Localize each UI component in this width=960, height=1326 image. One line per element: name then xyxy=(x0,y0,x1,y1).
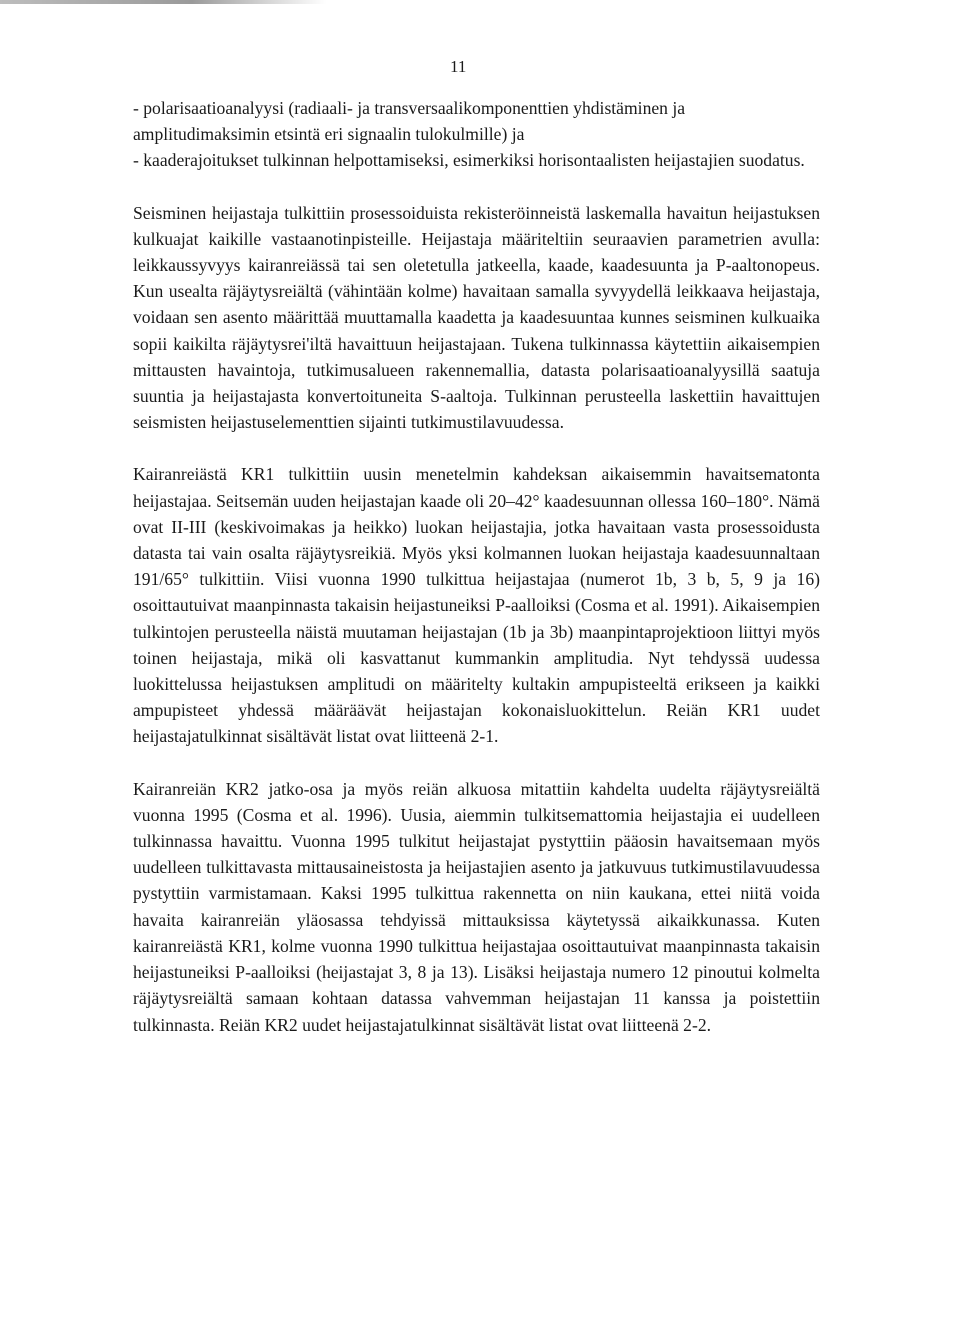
list-item-polarization: - polarisaatioanalyysi (radiaali- ja transversaalikomponenttien yhdistäminen ja amplitudimaksimin etsintä eri signaalin tulokulmille) ja xyxy=(133,98,686,145)
paragraph-kr1-results: Kairanreiästä KR1 tulkittiin uusin menetelmin kahdeksan aikaisemmin havaitsematonta heijastajaa. Seitsemän uuden heijastajan kaade oli 20–42° kaadesuunnan ollessa 160–180°. Nämä ovat II-III (keskivoimakas ja heikko) luokan heijastajia, jotka havaitaan vasta prosessoidusta datasta tai vain osalta räjäytysreikiä. Myös yksi kolmannen luokan heijastaja kaadesuunnaltaan 191/65° tulkittiin. Viisi vuonna 1990 tulkittua heijastajaa (numerot 1b, 3 b, 5, 9 ja 16) osoittautuivat maanpinnasta takaisin heijastuneiksi P-aalloiksi (Cosma et al. 1991). Aikaisempien tulkintojen perusteella näistä muutaman heijastajan (1b ja 3b) maanpintaprojektioon liittyi myös toinen heijastaja, mikä oli kasvattanut kummankin amplitudia. Nyt tehdyssä uudessa luokittelussa heijastuksen amplitudi on määritelty kultakin ampupisteeltä erikseen ja kaikki ampupisteet yhdessä määräävät heijastajan kokonaisluokittelun. Reiän KR1 uudet heijastajatulkinnat sisältävät listat ovat liitteenä 2-1. xyxy=(133,464,820,747)
document-body xyxy=(133,95,820,1038)
paragraph-kr2-results: Kairanreiän KR2 jatko-osa ja myös reiän alkuosa mitattiin kahdelta uudelta räjäytysreiältä vuonna 1995 (Cosma et al. 1996). Uusia, aiemmin tulkitsemattomia heijastajia ei uudelleen tulkinnassa havaittu. Vuonna 1995 tulkitut heijastajat pystyttiin pääosin havaitsemaan myös uudelleen tulkittavasta mittausaineistosta ja heijastajien asento ja jatkuvuus tutkimustilavuudessa pystyttiin varmistamaan. Kaksi 1995 tulkittua rakennetta on niin kaukana, ettei niitä voida havaita kairanreiän yläosassa tehdyissä mittauksissa käytetyssä aikaikkunassa. Kuten kairanreiästä KR1, kolme vuonna 1990 tulkittua heijastajaa osoittautuivat maanpinnasta takaisin heijastuneiksi P-aalloiksi (heijastajat 3, 8 ja 13). Lisäksi heijastaja numero 12 pinoutui kolmelta räjäytysreiältä samaan kohtaan datassa vahvemman heijastajan 11 kanssa ja poistettiin tulkinnasta. Reiän KR2 uudet heijastajatulkinnat sisältävät listat ovat liitteenä 2-2. xyxy=(133,778,820,1035)
list-item-dip-limits: - kaaderajoitukset tulkinnan helpottamiseksi, esimerkiksi horisontaalisten heijastajien suodatus. xyxy=(133,150,805,171)
paragraph-gap xyxy=(133,750,820,776)
paragraph-gap xyxy=(133,174,820,200)
page-number: 11 xyxy=(450,57,467,76)
scan-edge-artifact xyxy=(0,0,960,4)
paragraph-interpretation-method: Seisminen heijastaja tulkittiin prosessoiduista rekisteröinneistä laskemalla havaitun heijastuksen kulkuajat kaikille vastaanotinpisteille. Heijastaja määriteltiin seuraavien parametrien avulla: leikkaussyvyys kairanreiässä tai sen oletetulla jatkeella, kaade, kaadesuunta ja P-aaltonopeus. Kun usealta räjäytysreiältä (vähintään kolme) havaitaan samalla syvyydellä leikkaava heijastaja, voidaan sen asento määrittää muuttamalla kaadetta ja kaadesuuntaa kunnes seisminen kulkuaika sopii kaikilta räjäytysrei'iltä havaittuun heijastajaan. Tukena tulkinnassa käytettiin aikaisempien mittausten havaintoja, tutkimusalueen rakennemallia, datasta polarisaatioanalyysillä saatuja suuntia ja heijastajasta konvertoituneita S-aaltoja. Tulkinnan perusteella laskettiin havaittujen seismisten heijastuselementtien sijainti tutkimustilavuudessa. xyxy=(133,202,820,433)
paragraph-gap xyxy=(133,435,820,461)
